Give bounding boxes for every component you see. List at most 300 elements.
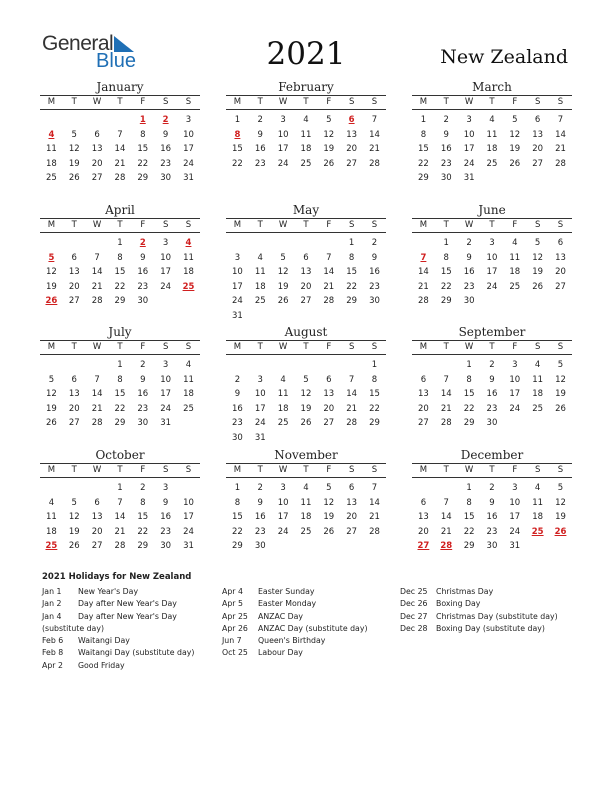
day-cell: 20 [346, 144, 358, 154]
day-cell [272, 539, 295, 554]
day-cell: 30 [440, 173, 452, 183]
week-row [412, 539, 572, 554]
day-cell: 29 [440, 296, 452, 306]
week-row [226, 280, 386, 295]
day-cell [109, 113, 132, 128]
holiday-date: Jun 7 [222, 636, 242, 646]
holiday-item [400, 623, 558, 635]
month-name: March [472, 80, 512, 94]
day-cell: 18 [509, 267, 521, 277]
day-cell [177, 481, 200, 496]
weekday-label: T [489, 465, 495, 475]
day-cell: 20 [91, 158, 103, 169]
weekday-header [412, 218, 572, 233]
day-cell: 29 [463, 541, 475, 551]
day-cell: 5 [71, 129, 77, 140]
day-cell [340, 539, 363, 554]
holiday-name: Christmas Day (substitute day) [436, 611, 558, 621]
day-cell: 2 [443, 115, 449, 125]
weekday-label: T [257, 342, 263, 352]
day-cell: 6 [94, 129, 100, 140]
week-row [40, 113, 200, 128]
day-cell: 24 [183, 158, 194, 169]
weekday-header [226, 340, 386, 355]
day-cell: 2 [371, 238, 378, 248]
weekday-label: S [557, 465, 564, 475]
day-cell: 15 [463, 512, 475, 522]
day-cell: 8 [466, 497, 472, 508]
day-cell: 18 [300, 512, 312, 522]
day-cell: 13 [418, 389, 429, 399]
day-cell: 15 [232, 512, 243, 522]
holiday-name: Boxing Day (substitute day) [436, 623, 545, 633]
day-cell [503, 171, 526, 186]
day-cell: 19 [323, 144, 335, 154]
day-cell: 7 [443, 497, 449, 508]
holiday-name: Day after New Year's Day [78, 599, 177, 609]
day-cell: 6 [557, 238, 564, 248]
weekday-label: S [162, 342, 169, 352]
day-cell [412, 236, 435, 251]
day-cell: 20 [418, 526, 429, 537]
day-cell: 30 [137, 296, 149, 306]
day-cell: 14 [440, 512, 452, 522]
holiday-name: Labour Day [258, 648, 303, 658]
week-row [40, 280, 200, 295]
day-cell [317, 309, 340, 324]
holiday-name: New Year's Day [78, 587, 139, 596]
weekday-label: T [117, 465, 123, 475]
day-cell: 10 [160, 252, 172, 263]
day-cell: 29 [114, 418, 126, 428]
day-cell: 18 [46, 158, 57, 169]
holiday-item [42, 635, 194, 647]
day-cell [340, 309, 363, 324]
day-cell: 10 [183, 497, 194, 508]
weekday-label: S [162, 220, 169, 230]
day-cell: 17 [160, 389, 172, 399]
day-cell: 4 [489, 115, 495, 125]
day-cell: 27 [418, 418, 429, 428]
day-cell: 26 [323, 158, 335, 169]
weekday-header [40, 463, 200, 478]
weekday-label: W [92, 465, 102, 475]
day-cell: 1 [348, 238, 355, 248]
weekday-label: W [278, 465, 288, 475]
weekday-label: T [443, 342, 449, 352]
day-cell: 18 [183, 267, 194, 277]
week-row [40, 373, 200, 388]
day-cell: 8 [348, 252, 355, 263]
day-cell: 20 [555, 267, 566, 277]
day-cell: 16 [254, 144, 266, 154]
day-cell: 22 [463, 526, 475, 537]
day-cell: 29 [346, 296, 358, 306]
day-cell: 6 [348, 115, 355, 125]
day-cell: 12 [68, 144, 80, 154]
day-cell: 10 [277, 497, 289, 508]
day-cell: 22 [440, 281, 452, 292]
country-name: New Zealand [440, 46, 568, 68]
day-cell: 18 [46, 526, 57, 537]
weekday-label: F [326, 342, 332, 352]
weekday-label: S [371, 342, 378, 352]
weekday-label: T [489, 342, 495, 352]
day-cell [526, 171, 549, 186]
holiday-item [42, 598, 194, 610]
holiday-name: ANZAC Day [258, 611, 304, 621]
day-cell: 12 [46, 389, 57, 399]
weekday-header [226, 218, 386, 233]
weekday-header [40, 95, 200, 110]
day-cell [177, 294, 200, 309]
day-cell [363, 431, 386, 446]
day-cell: 17 [183, 144, 194, 154]
day-cell: 1 [139, 115, 146, 125]
day-cell [86, 358, 109, 373]
weekday-label: T [117, 342, 123, 352]
day-cell [435, 358, 458, 373]
week-row [412, 280, 572, 295]
day-cell: 9 [466, 252, 472, 263]
day-cell: 18 [300, 144, 312, 154]
day-cell: 30 [137, 418, 149, 428]
month-name: July [108, 325, 132, 339]
day-cell: 21 [440, 403, 452, 414]
day-cell [226, 236, 249, 251]
day-cell: 5 [326, 483, 332, 493]
day-cell: 24 [277, 158, 289, 169]
day-cell: 28 [91, 296, 103, 306]
day-cell: 13 [300, 267, 312, 277]
day-cell: 19 [555, 389, 566, 399]
holiday-item [222, 647, 368, 659]
weekday-label: S [534, 465, 541, 475]
month-june [412, 203, 572, 309]
day-cell: 28 [114, 541, 126, 551]
day-cell: 2 [257, 483, 263, 493]
month-may [226, 203, 386, 323]
day-cell [317, 431, 340, 446]
day-cell: 11 [300, 129, 312, 140]
day-cell: 24 [277, 526, 289, 537]
day-cell: 1 [117, 360, 123, 370]
weekday-label: F [326, 97, 332, 107]
day-cell [272, 431, 295, 446]
week-row [226, 510, 386, 525]
day-cell: 17 [160, 267, 172, 277]
day-cell: 24 [509, 526, 521, 537]
weekday-label: S [371, 465, 378, 475]
day-cell: 27 [300, 296, 312, 306]
day-cell: 14 [114, 144, 126, 154]
day-cell: 26 [46, 418, 57, 428]
holiday-item [400, 611, 558, 623]
weekday-header [226, 463, 386, 478]
day-cell: 20 [91, 526, 103, 537]
holiday-name: Boxing Day [436, 599, 481, 609]
week-row [226, 265, 386, 280]
day-cell: 12 [277, 267, 289, 277]
day-cell: 20 [323, 403, 335, 414]
week-row [226, 128, 386, 143]
day-cell: 6 [420, 374, 427, 385]
day-cell: 12 [323, 497, 335, 508]
day-cell [363, 309, 386, 324]
day-cell: 18 [532, 389, 544, 399]
week-row [40, 157, 200, 172]
day-cell: 28 [369, 526, 380, 537]
week-row [226, 294, 386, 309]
day-cell [295, 539, 318, 554]
week-row [412, 236, 572, 251]
week-row [40, 481, 200, 496]
day-cell: 16 [137, 389, 149, 399]
day-cell: 28 [369, 158, 380, 169]
weekday-label: S [534, 220, 541, 230]
weekday-label: F [140, 465, 146, 475]
week-row [226, 402, 386, 417]
week-row [40, 236, 200, 251]
day-cell: 10 [160, 374, 172, 385]
day-cell: 16 [369, 267, 380, 277]
week-row [412, 525, 572, 540]
week-row [412, 481, 572, 496]
day-cell: 5 [534, 238, 541, 248]
weekday-label: S [348, 342, 355, 352]
month-name: February [278, 80, 334, 94]
weekday-label: M [47, 465, 56, 475]
day-cell: 30 [486, 418, 498, 428]
holiday-item [42, 611, 194, 623]
day-cell: 2 [139, 238, 146, 248]
weekday-header [40, 218, 200, 233]
week-row [226, 416, 386, 431]
week-row [226, 236, 386, 251]
day-cell [249, 236, 272, 251]
weekday-label: T [303, 220, 309, 230]
day-cell: 1 [234, 115, 241, 125]
day-cell: 16 [160, 512, 172, 522]
day-cell [549, 171, 572, 186]
day-cell: 3 [257, 374, 263, 385]
day-cell: 21 [555, 144, 566, 154]
day-cell: 12 [323, 129, 335, 140]
weekday-label: M [233, 465, 242, 475]
day-cell: 28 [555, 158, 566, 169]
weekday-label: T [257, 465, 263, 475]
holiday-date: Apr 2 [42, 660, 63, 670]
holiday-item [222, 611, 368, 623]
day-cell [40, 358, 63, 373]
day-cell: 5 [557, 360, 564, 370]
day-cell: 29 [369, 418, 380, 428]
week-row [40, 539, 200, 554]
day-cell: 8 [443, 252, 449, 263]
day-cell [295, 236, 318, 251]
day-cell [86, 236, 109, 251]
day-cell: 16 [486, 389, 498, 399]
week-row [226, 525, 386, 540]
day-cell: 30 [254, 541, 266, 551]
holiday-date: Apr 25 [222, 611, 248, 621]
day-cell: 2 [234, 374, 241, 385]
week-row [412, 142, 572, 157]
weekday-label: T [71, 465, 77, 475]
day-cell: 27 [323, 418, 335, 428]
day-cell: 9 [489, 497, 495, 508]
day-cell: 6 [303, 252, 309, 263]
day-cell: 22 [114, 281, 126, 292]
holiday-date: Apr 5 [222, 599, 243, 609]
day-cell: 21 [440, 526, 452, 537]
day-cell: 11 [183, 374, 194, 385]
day-cell: 7 [443, 374, 449, 385]
day-cell: 19 [555, 512, 566, 522]
day-cell: 4 [512, 238, 518, 248]
weekday-label: M [419, 220, 428, 230]
weekday-label: S [348, 220, 355, 230]
holiday-list-title: 2021 Holidays for New Zealand [42, 572, 192, 582]
day-cell: 9 [162, 129, 169, 140]
day-cell: 21 [91, 281, 103, 292]
day-cell: 10 [183, 129, 194, 140]
day-cell: 11 [183, 252, 194, 263]
day-cell: 8 [140, 497, 146, 508]
holiday-name: Good Friday [78, 660, 125, 670]
day-cell: 17 [277, 144, 289, 154]
holiday-date: Jan 4 [42, 611, 62, 621]
holiday-name: Day after New Year's Day [78, 611, 177, 621]
day-cell [340, 431, 363, 446]
week-row [40, 496, 200, 511]
weekday-label: S [371, 220, 378, 230]
weekday-label: F [512, 220, 518, 230]
day-cell: 30 [486, 541, 498, 551]
week-row [226, 309, 386, 324]
day-cell: 28 [114, 173, 126, 183]
day-cell: 22 [232, 158, 243, 169]
weekday-label: M [419, 465, 428, 475]
month-name: April [105, 203, 135, 217]
holiday-date: Dec 28 [400, 623, 428, 633]
day-cell: 1 [117, 483, 123, 493]
day-cell: 31 [232, 310, 243, 321]
week-row [40, 416, 200, 431]
day-cell: 27 [91, 173, 103, 183]
day-cell: 15 [418, 144, 429, 154]
weekday-label: M [47, 342, 56, 352]
weekday-label: W [92, 342, 102, 352]
week-row [412, 294, 572, 309]
day-cell: 29 [232, 541, 243, 551]
day-cell: 9 [140, 374, 146, 385]
day-cell: 19 [46, 403, 57, 414]
day-cell: 28 [418, 296, 429, 306]
day-cell [412, 481, 435, 496]
day-cell: 11 [46, 144, 57, 154]
weekday-label: F [326, 220, 332, 230]
holiday-date: Jan 2 [42, 599, 62, 609]
day-cell: 10 [232, 267, 243, 277]
day-cell: 9 [257, 497, 263, 508]
day-cell: 27 [346, 526, 358, 537]
day-cell: 31 [463, 173, 475, 183]
day-cell: 9 [489, 374, 495, 385]
day-cell: 17 [232, 281, 243, 292]
holiday-item [42, 660, 194, 672]
month-name: December [460, 448, 524, 462]
weekday-label: T [303, 97, 309, 107]
weekday-label: S [185, 342, 192, 352]
day-cell: 25 [254, 296, 266, 306]
holiday-item [222, 635, 368, 647]
weekday-label: M [233, 342, 242, 352]
week-row [226, 142, 386, 157]
day-cell: 9 [257, 129, 263, 140]
day-cell: 22 [114, 403, 126, 414]
day-cell: 1 [117, 238, 123, 248]
week-row [226, 481, 386, 496]
weekday-label: S [185, 465, 192, 475]
weekday-label: T [303, 465, 309, 475]
day-cell: 17 [509, 389, 521, 399]
day-cell: 12 [68, 512, 80, 522]
day-cell: 3 [162, 360, 169, 370]
day-cell: 23 [160, 158, 172, 169]
day-cell: 13 [323, 389, 335, 399]
day-cell: 7 [326, 252, 332, 263]
day-cell: 22 [137, 158, 149, 169]
day-cell [272, 358, 295, 373]
day-cell: 8 [117, 374, 123, 385]
week-row [412, 265, 572, 280]
day-cell: 18 [183, 389, 194, 399]
day-cell: 11 [486, 129, 498, 140]
week-row [412, 387, 572, 402]
day-cell: 25 [300, 526, 312, 537]
day-cell: 27 [532, 158, 544, 169]
day-cell: 3 [185, 115, 192, 125]
weekday-label: T [71, 342, 77, 352]
day-cell [412, 358, 435, 373]
day-cell: 1 [466, 360, 472, 370]
day-cell: 27 [91, 541, 103, 551]
day-cell: 25 [532, 403, 544, 414]
day-cell: 23 [486, 526, 498, 537]
day-cell: 28 [440, 418, 452, 428]
day-cell: 26 [68, 173, 80, 183]
day-cell: 30 [160, 173, 172, 183]
day-cell: 24 [486, 281, 498, 292]
weekday-label: M [233, 97, 242, 107]
holiday-column [222, 586, 368, 660]
day-cell: 23 [137, 281, 149, 292]
day-cell [526, 416, 549, 431]
day-cell: 2 [257, 115, 263, 125]
day-cell: 20 [346, 512, 358, 522]
day-cell [272, 309, 295, 324]
month-november [226, 448, 386, 554]
day-cell: 10 [509, 374, 521, 385]
day-cell: 25 [509, 281, 521, 292]
day-cell: 11 [46, 512, 57, 522]
day-cell: 23 [254, 158, 266, 169]
week-row [40, 358, 200, 373]
week-row [226, 496, 386, 511]
day-cell: 9 [140, 252, 146, 263]
day-cell: 21 [369, 144, 380, 154]
